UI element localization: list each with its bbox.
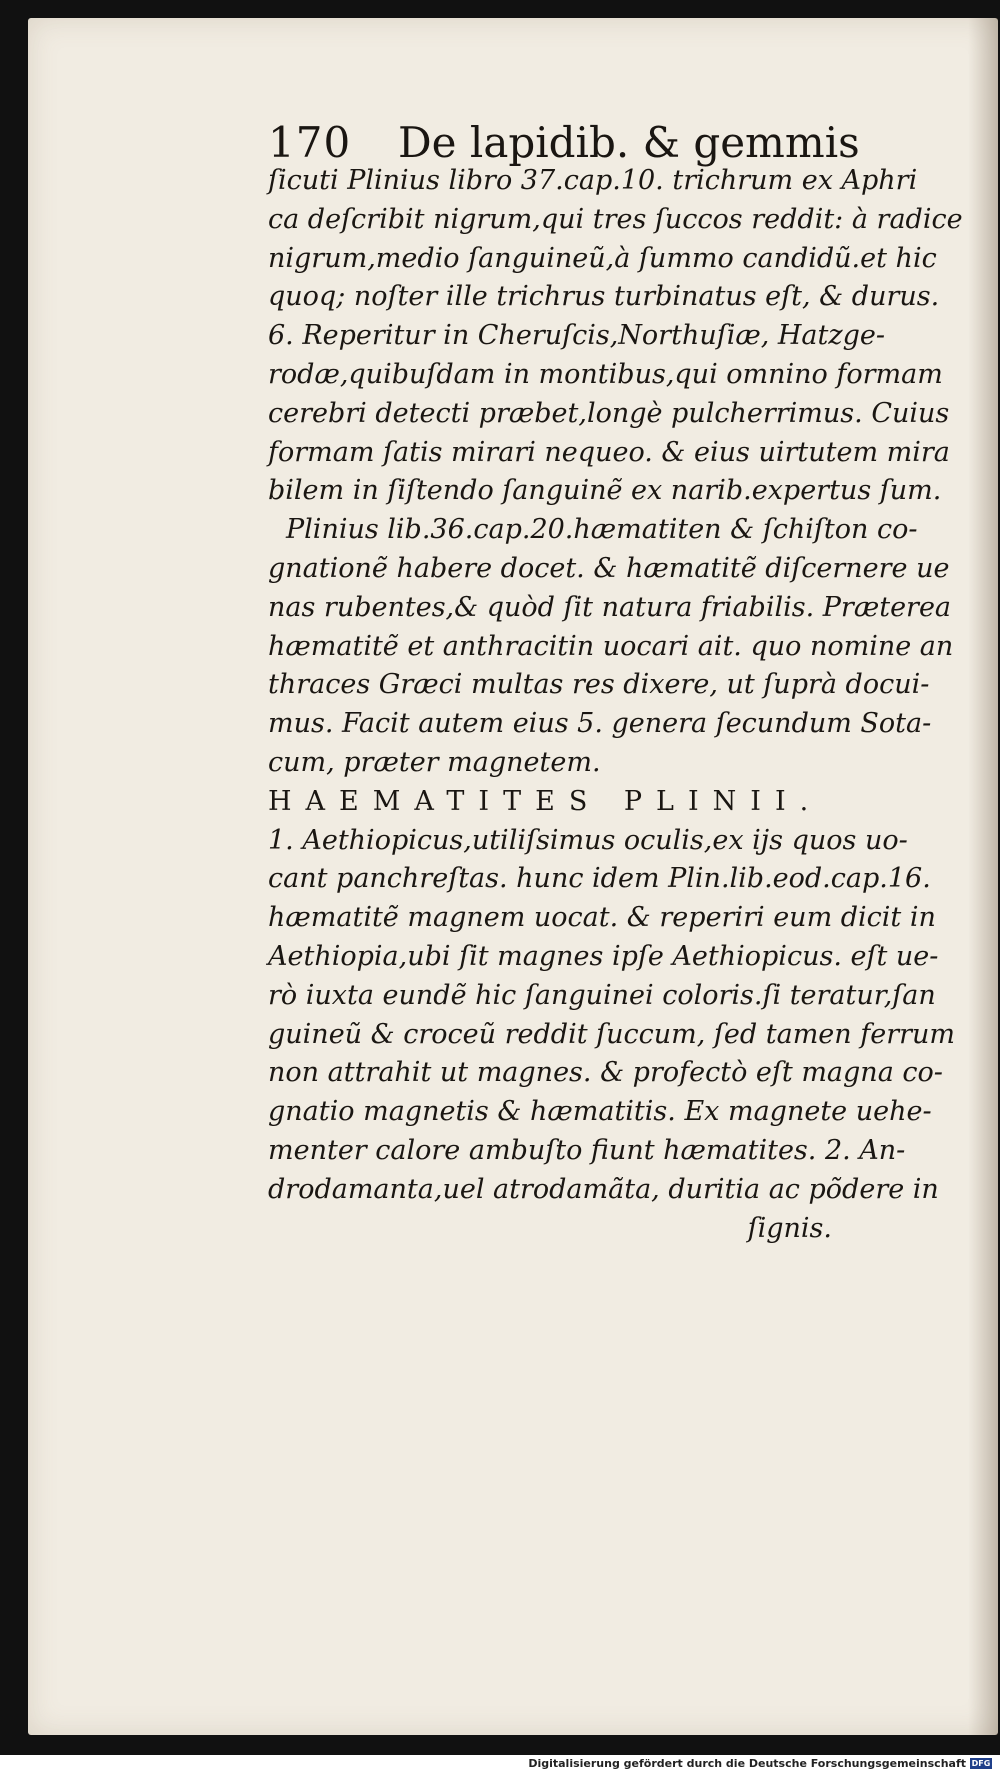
text-line: ſicuti Plinius libro 37.cap.10. trichrum ex Aphri <box>268 165 918 196</box>
page-number: 170 <box>268 118 352 167</box>
text-line: hæmatitẽ magnem uocat. & reperiri eum dicit in <box>268 902 936 934</box>
text-line: rò iuxta eundẽ hic ſanguinei coloris.ſi teratur,ſan <box>268 979 936 1011</box>
catchword: ſignis. <box>747 1212 832 1244</box>
text-line: cerebri detecti præbet,longè pulcherrimus. Cuius <box>268 397 950 429</box>
text-line: non attrahit ut magnes. & profectò eſt magna co- <box>268 1057 943 1089</box>
text-line: gnatio magnetis & hæmatitis. Ex magnete uehe- <box>268 1096 932 1128</box>
digitization-credit <box>528 1757 992 1770</box>
running-head: De lapidib. & gemmis <box>398 118 860 167</box>
text-line: hæmatitẽ et anthracitin uocari ait. quo nomine an <box>268 630 954 662</box>
text-line: Aethiopia,ubi ſit magnes ipſe Aethiopicus. eſt ue- <box>268 940 939 972</box>
text-line: mus. Facit autem eius 5. genera ſecundum Sota- <box>268 708 932 740</box>
text-line: rodæ,quibuſdam in montibus,qui omnino formam <box>268 358 943 390</box>
page-body-text <box>268 162 963 1248</box>
dfg-logo-icon: DFG <box>971 1759 991 1768</box>
text-line: quoq; noſter ille trichrus turbinatus eſt, & durus. <box>268 281 940 313</box>
text-line: 6. Reperitur in Cheruſcis,Northuſiæ, Hatzge- <box>268 320 885 352</box>
text-line: Plinius lib.36.cap.20.hæmatiten & ſchiſton co- <box>286 514 918 546</box>
page-gutter-shade <box>968 18 998 1735</box>
text-line: guineũ & croceũ reddit ſuccum, ſed tamen ferrum <box>268 1018 956 1050</box>
text-line: cant panchreſtas. hunc idem Plin.lib.eod.cap.16. <box>268 863 931 895</box>
credit-text: Digitalisierung gefördert durch die Deutsche Forschungsgemeinschaft <box>528 1757 966 1770</box>
text-line: gnationẽ habere docet. & hæmatitẽ diſcernere ue <box>268 552 950 584</box>
section-heading: HAEMATITES PLINII. <box>268 785 823 817</box>
text-line: bilem in ſiſtendo ſanguinẽ ex narib.expertus ſum. <box>268 475 942 507</box>
text-line: formam ſatis mirari nequeo. & eius uirtutem mira <box>268 436 950 468</box>
text-line: drodamanta,uel atrodamãta, duritia ac põdere in <box>268 1173 939 1205</box>
text-line: nas rubentes,& quòd ſit natura friabilis. Præterea <box>268 591 952 623</box>
text-line: ca deſcribit nigrum,qui tres ſuccos reddit: à radice <box>268 203 963 235</box>
text-line: thraces Græci multas res dixere, ut ſuprà docui- <box>268 669 930 701</box>
text-line: menter calore ambuſto fiunt hæmatites. 2. An- <box>268 1134 906 1166</box>
text-line: nigrum,medio ſanguineũ,à ſummo candidũ.et hic <box>268 242 937 274</box>
text-line: 1. Aethiopicus,utiliſsimus oculis,ex ijs quos uo- <box>268 824 908 856</box>
text-line: cum, præter magnetem. <box>268 746 601 778</box>
